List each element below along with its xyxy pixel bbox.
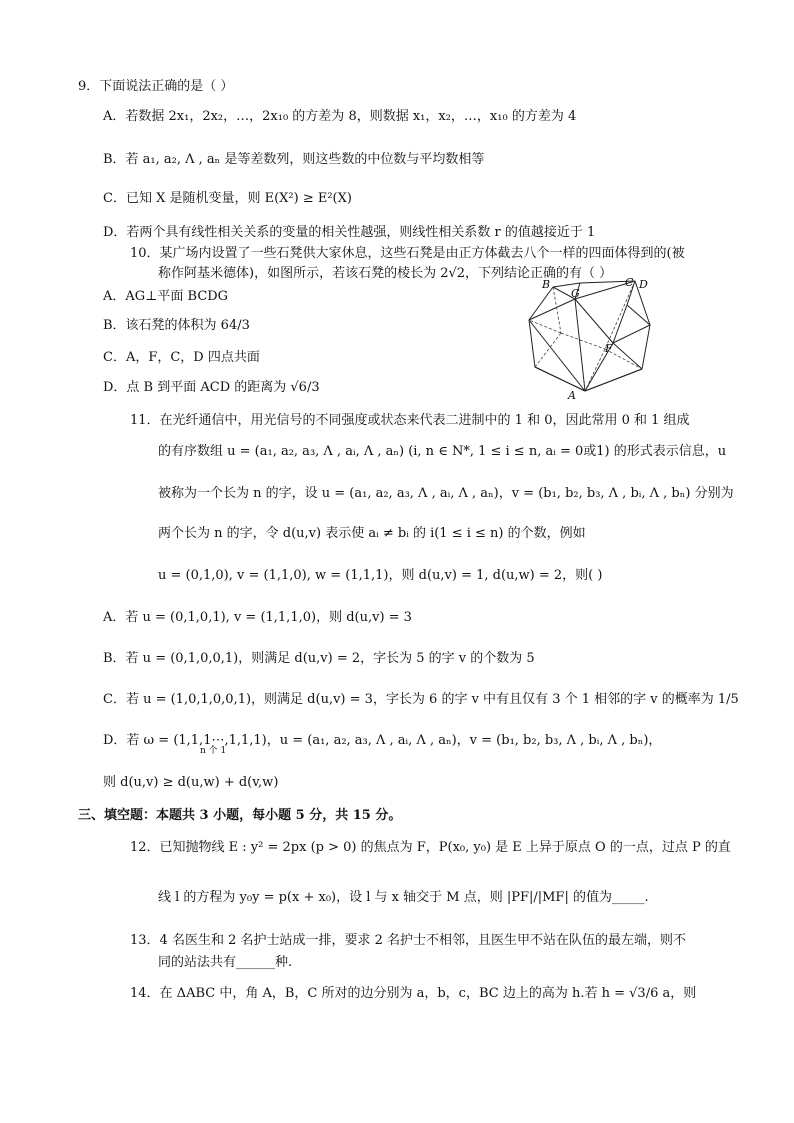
q11-stem-line5: u = (0,1,0), v = (1,1,0), w = (1,1,1)，则 d(u,v) = 1, d(u,w) = 2，则( ) [158,568,603,583]
q12-line2: 线 l 的方程为 y₀y = p(x + x₀)，设 l 与 x 轴交于 M 点，则 |PF|/|MF| 的值为_____. [158,890,649,905]
label-c: C [625,276,634,289]
label-b: B [542,278,551,291]
q9-stem: 9．下面说法正确的是（ ） [78,79,234,94]
figure-svg [525,275,665,400]
q11-option-c: C．若 u = (1,0,1,0,0,1)，则满足 d(u,v) = 3，字长为 6 的字 v 中有且仅有 3 个 1 相邻的字 v 的概率为 1/5 [103,692,739,707]
q9-option-b: B．若 a₁, a₂, Λ , aₙ 是等差数列，则这些数的中位数与平均数相等 [103,152,485,167]
archimedean-solid-figure [525,275,665,400]
q11-option-d-line2: 则 d(u,v) ≥ d(u,w) + d(v,w) [103,775,279,790]
label-a: A [568,389,576,400]
q13-line1: 13．4 名医生和 2 名护士站成一排，要求 2 名护士不相邻，且医生甲不站在队伍的最左端，则不 [130,933,687,948]
q10-option-d: D．点 B 到平面 ACD 的距离为 √6/3 [103,380,320,395]
q10-option-c: C．A，F，C，D 四点共面 [103,350,260,365]
q13-line2: 同的站法共有______种. [158,955,293,970]
q9-option-d: D．若两个具有线性相关关系的变量的相关性越强，则线性相关系数 r 的值越接近于 1 [103,225,596,240]
q11-option-a: A．若 u = (0,1,0,1), v = (1,1,1,0)，则 d(u,v) = 3 [103,610,412,625]
label-g: G [571,287,580,300]
q9-option-c: C．已知 X 是随机变量，则 E(X²) ≥ E²(X) [103,191,352,206]
q11-stem-line3: 被称为一个长为 n 的字，设 u = (a₁, a₂, a₃, Λ , aᵢ, Λ , aₙ)，v = (b₁, b₂, b₃, Λ , bᵢ, Λ , bₙ) 分别为 [158,486,734,501]
q11-stem-line4: 两个长为 n 的字，令 d(u,v) 表示使 aᵢ ≠ bᵢ 的 i(1 ≤ i ≤ n) 的个数，例如 [158,526,586,541]
q12-line1: 12．已知抛物线 E : y² = 2px (p > 0) 的焦点为 F，P(x₀, y₀) 是 E 上异于原点 O 的一点，过点 P 的直 [130,840,731,855]
q11-stem-line1: 11．在光纤通信中，用光信号的不同强度或状态来代表二进制中的 1 和 0，因此常用 0 和 1 组成 [130,413,690,428]
q10-option-a: A．AG⊥平面 BCDG [103,289,229,304]
q10-stem-line2: 称作阿基米德体)，如图所示，若该石凳的棱长为 2√2，下列结论正确的有（ ） [158,266,613,281]
label-f: F [605,342,613,355]
q11-option-b: B．若 u = (0,1,0,0,1)，则满足 d(u,v) = 2，字长为 5 的字 v 的个数为 5 [103,651,535,666]
q11-option-d-underbrace: n 个 1 [200,746,227,756]
q11-stem-line2: 的有序数组 u = (a₁, a₂, a₃, Λ , aᵢ, Λ , aₙ) (i, n ∈ N*, 1 ≤ i ≤ n, aᵢ = 0或1) 的形式表示信息，u [158,444,727,459]
q10-option-b: B．该石凳的体积为 64/3 [103,318,250,333]
q10-stem-line1: 10．某广场内设置了一些石凳供大家休息，这些石凳是由正方体截去八个一样的四面体得到的(被 [130,246,685,261]
label-d: D [639,278,648,291]
section-3-heading: 三、填空题：本题共 3 小题，每小题 5 分，共 15 分。 [78,808,402,823]
q11-option-d: D．若 ω = (1,1,1⋯,1,1,1)，u = (a₁, a₂, a₃, Λ , aᵢ, Λ , aₙ)，v = (b₁, b₂, b₃, Λ , bᵢ, Λ , bₙ)， [103,733,662,748]
outline [529,281,650,391]
q9-option-a: A．若数据 2x₁，2x₂，…，2x₁₀ 的方差为 8，则数据 x₁，x₂，…，x₁₀ 的方差为 4 [103,109,577,124]
q14-line1: 14．在 ΔABC 中，角 A，B，C 所对的边分别为 a，b，c，BC 边上的高为 h.若 h = √3/6 a，则 [130,986,697,1001]
